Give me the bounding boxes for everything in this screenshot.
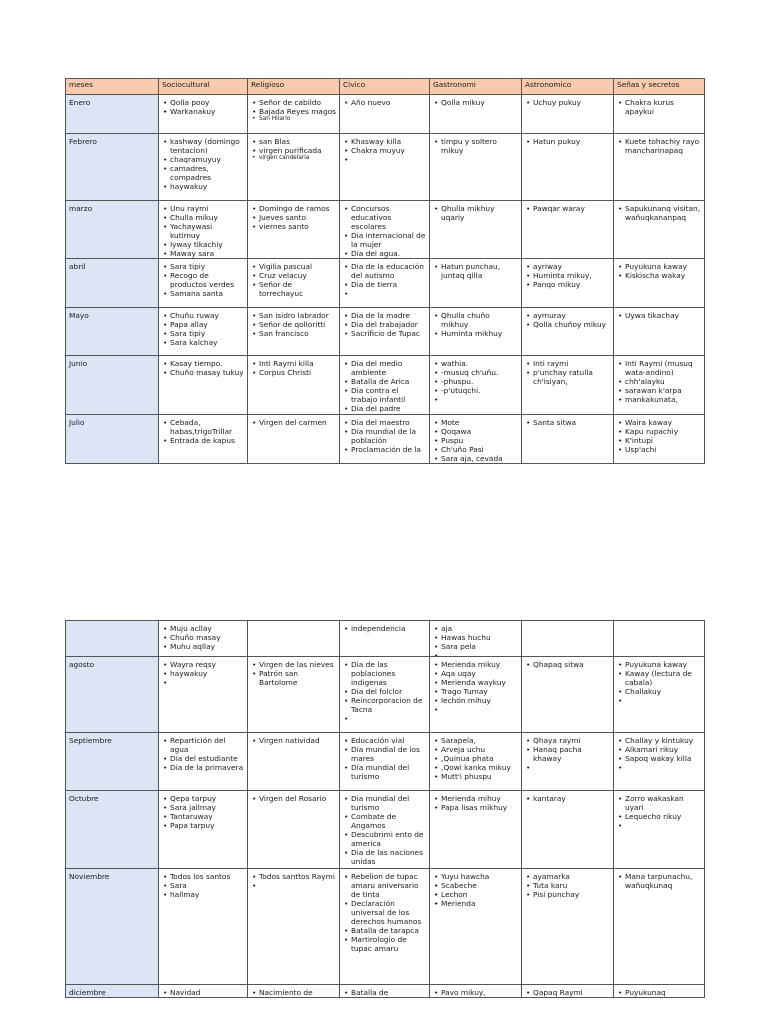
list-item: • Dia del folclor: [343, 687, 426, 696]
senas-secretos-cell: [614, 134, 705, 201]
list-item: • Patrón san Bartolome: [251, 669, 336, 687]
list-item: • Repartición del agua: [162, 736, 244, 754]
list-item: • Dia contra el trabajo infantil: [343, 386, 426, 404]
column-header: Gastronomi: [430, 79, 522, 95]
list-item: • virgen purificada: [251, 146, 336, 155]
list-item: • Dia de la educación del autismo: [343, 262, 426, 280]
calendar-table-top: [65, 78, 705, 464]
list-item: • Kaway (lectura de cabala): [617, 669, 701, 687]
list-item: • Scabeche: [433, 881, 518, 890]
list-item: • chaqramuyuy: [162, 155, 244, 164]
list-item: • Sarapela,: [433, 736, 518, 745]
month-cell: agosto: [66, 657, 159, 733]
list-item: • Dia mundial del turismo: [343, 794, 426, 812]
column-header: Religioso: [248, 79, 340, 95]
astronomico-cell: [522, 869, 614, 985]
list-item: • Batalla de tarapca: [343, 926, 426, 935]
column-header: Sociocultural: [159, 79, 248, 95]
list-item: • Inti raymi: [525, 359, 610, 368]
sociocultural-cell: [159, 134, 248, 201]
list-item: • Qapaq Raymi: [525, 988, 610, 997]
list-item: • Yuyu hawcha: [433, 872, 518, 881]
list-item: • Bajada Reyes magos: [251, 107, 336, 116]
list-item: • Qhulla mikhuy uqariy: [433, 204, 518, 222]
sociocultural-cell: [159, 356, 248, 415]
sociocultural-cell: [159, 308, 248, 356]
list-item: • Declaración universal de los derechos humanos: [343, 899, 426, 926]
list-item: • mankakunata,: [617, 395, 701, 404]
list-item: • Dia del agua.: [343, 249, 426, 258]
list-item: • Concursos educativos escolares: [343, 204, 426, 231]
list-item: • Mote: [433, 418, 518, 427]
astronomico-cell: [522, 134, 614, 201]
list-item: • Alkamari rikuy: [617, 745, 701, 754]
gastronomia-cell: [430, 201, 522, 259]
senas-secretos-cell: [614, 95, 705, 134]
list-item: • Qhulla chuño mikhuy: [433, 311, 518, 329]
list-item: • Sapukunanq visitan, wañuqkananpaq: [617, 204, 701, 222]
senas-secretos-cell: [614, 869, 705, 985]
list-item: • Recogo de productos verdes: [162, 271, 244, 289]
list-item: • Puyukuna kaway: [617, 262, 701, 271]
column-header: meses: [66, 79, 159, 95]
list-item: • Puspu: [433, 436, 518, 445]
list-item: • Huminta mikuy,: [525, 271, 610, 280]
list-item: • Chuño masay: [162, 633, 244, 642]
month-cell: Noviembre: [66, 869, 159, 985]
gastronomia-cell: [430, 869, 522, 985]
list-item: • Kuete tohachiy rayo mancharinapaq: [617, 137, 701, 155]
sociocultural-cell: [159, 869, 248, 985]
list-item: • timpu y soltero mikuy: [433, 137, 518, 155]
list-item: • Tuta karu: [525, 881, 610, 890]
sociocultural-cell: [159, 259, 248, 308]
list-item: • Dia de las naciones unidas: [343, 848, 426, 866]
civico-cell: [340, 621, 430, 657]
list-item: • Proclamación de la: [343, 445, 426, 454]
gastronomia-cell: [430, 356, 522, 415]
list-item: • Merienda mihuy: [433, 794, 518, 803]
list-item: • ayriway: [525, 262, 610, 271]
list-item: • San Hilario: [251, 116, 336, 124]
list-item: • lechón mihuy: [433, 696, 518, 705]
sociocultural-cell: [159, 657, 248, 733]
column-header: Civico: [340, 79, 430, 95]
gastronomia-cell: [430, 134, 522, 201]
month-cell: Enero: [66, 95, 159, 134]
list-item: • Navidad: [162, 988, 244, 997]
list-item: • Chulla mikuy: [162, 213, 244, 222]
list-item: • Lequecho rikuy: [617, 812, 701, 821]
list-item: • Samana santa: [162, 289, 244, 298]
list-item: • Merienda waykuy: [433, 678, 518, 687]
list-item: • Muju acllay: [162, 624, 244, 633]
list-item: • Kasay tiempo.: [162, 359, 244, 368]
list-item: • Chuñu ruway: [162, 311, 244, 320]
list-item: • hallmay: [162, 890, 244, 899]
religioso-cell: [248, 259, 340, 308]
list-item: • Zorro wakaskan uyari: [617, 794, 701, 812]
gastronomia-cell: [430, 657, 522, 733]
senas-secretos-cell: [614, 985, 705, 998]
list-item: • Sara pela: [433, 642, 518, 651]
gastronomia-cell: [430, 985, 522, 998]
list-item: • Qolla mikuy: [433, 98, 518, 107]
astronomico-cell: [522, 621, 614, 657]
astronomico-cell: [522, 733, 614, 791]
religioso-cell: [248, 201, 340, 259]
list-item: • Martirologio de tupac amaru: [343, 935, 426, 953]
list-item: • Combate de Angamos: [343, 812, 426, 830]
sociocultural-cell: [159, 733, 248, 791]
list-item: • Dia del maestro: [343, 418, 426, 427]
list-item: • -musuq ch'uñu.: [433, 368, 518, 377]
list-item: • Qoqawa: [433, 427, 518, 436]
column-header: Astronomico: [522, 79, 614, 95]
list-item: • Kapu rupachiy: [617, 427, 701, 436]
civico-cell: [340, 733, 430, 791]
senas-secretos-cell: [614, 657, 705, 733]
civico-cell: [340, 657, 430, 733]
list-item: • Entrada de kapus: [162, 436, 244, 445]
religioso-cell: [248, 621, 340, 657]
senas-secretos-cell: [614, 201, 705, 259]
list-item: • Merienda mikuy: [433, 660, 518, 669]
sociocultural-cell: [159, 415, 248, 464]
gastronomia-cell: [430, 621, 522, 657]
list-item: • Cruz velacuy: [251, 271, 336, 280]
list-item: • Dia del medio ambiente: [343, 359, 426, 377]
list-item: • ,Qowi kanka mikuy: [433, 763, 518, 772]
astronomico-cell: [522, 791, 614, 869]
list-item: • sarawan k'arpa: [617, 386, 701, 395]
list-item: • Señor de cabildo: [251, 98, 336, 107]
list-item: • Virgen del Rosario: [251, 794, 336, 803]
list-item: • Educación vial: [343, 736, 426, 745]
civico-cell: [340, 259, 430, 308]
list-item: • Hawas huchu: [433, 633, 518, 642]
astronomico-cell: [522, 308, 614, 356]
list-item: • san Blas: [251, 137, 336, 146]
religioso-cell: [248, 356, 340, 415]
astronomico-cell: [522, 201, 614, 259]
month-cell: Julio: [66, 415, 159, 464]
month-cell: Mayo: [66, 308, 159, 356]
table-row: [66, 657, 705, 733]
list-item: • viernes santo: [251, 222, 336, 231]
list-item: • Sacrificio de Tupac: [343, 329, 426, 338]
list-item: • Dia mundial del turismo: [343, 763, 426, 781]
list-item: • Pavo mikuy,: [433, 988, 518, 997]
list-item: • Sara tipiy: [162, 329, 244, 338]
list-item: • aymuray: [525, 311, 610, 320]
civico-cell: [340, 201, 430, 259]
list-item: • Dia internacional de la mujer: [343, 231, 426, 249]
list-item: • Pawqar waray: [525, 204, 610, 213]
list-item: • Año nuevo: [343, 98, 426, 107]
list-item: • Rebelion de tupac amaru aniversario de tinta: [343, 872, 426, 899]
table-row: [66, 733, 705, 791]
table-row: [66, 259, 705, 308]
list-item: • Chuño masay tukuy: [162, 368, 244, 377]
list-item: • Dia mundial de la población: [343, 427, 426, 445]
civico-cell: [340, 791, 430, 869]
list-item: • Inti Raymi killa: [251, 359, 336, 368]
list-item: • Maway sara: [162, 249, 244, 258]
table-row: [66, 308, 705, 356]
list-item: • Papa allay: [162, 320, 244, 329]
list-item: • Puyukunaq: [617, 988, 701, 997]
religioso-cell: [248, 308, 340, 356]
list-item: • Qolla pooy: [162, 98, 244, 107]
table-row: [66, 201, 705, 259]
list-item: • Virgen del carmen: [251, 418, 336, 427]
list-item: • Hanaq pacha khaway: [525, 745, 610, 763]
list-item: • Usp'achi: [617, 445, 701, 454]
astronomico-cell: [522, 657, 614, 733]
list-item: • independencia: [343, 624, 426, 633]
list-item: • Huminta mikhuy: [433, 329, 518, 338]
list-item: • Sapoq wakay killa: [617, 754, 701, 763]
list-item: • Sara aja, cevada: [433, 454, 518, 463]
list-item: • Chakra kurus apaykui: [617, 98, 701, 116]
table-row: [66, 134, 705, 201]
month-cell: Octubre: [66, 791, 159, 869]
list-item: • Trago Tumay: [433, 687, 518, 696]
religioso-cell: [248, 733, 340, 791]
list-item: • Pisi punchay: [525, 890, 610, 899]
list-item: • Arveja uchu: [433, 745, 518, 754]
list-item: • Batalla de Arica: [343, 377, 426, 386]
civico-cell: [340, 985, 430, 998]
list-item: • ayamarka: [525, 872, 610, 881]
list-item: • Dia de la primavera: [162, 763, 244, 772]
list-item: • Challay y kintukuy: [617, 736, 701, 745]
list-item: • Dia de las poblaciones indigenas: [343, 660, 426, 687]
list-item: • camadres, compadres: [162, 164, 244, 182]
list-item: • Lechon: [433, 890, 518, 899]
religioso-cell: [248, 95, 340, 134]
list-item: • Virgen de las nieves: [251, 660, 336, 669]
list-item: • Señor de torrechayuc: [251, 280, 336, 298]
list-item: • K'intupi: [617, 436, 701, 445]
list-item: • Iyway tikachiy: [162, 240, 244, 249]
sociocultural-cell: [159, 201, 248, 259]
list-item: • wathia.: [433, 359, 518, 368]
list-item: • Hatun pukuy: [525, 137, 610, 146]
list-item: • Inti Raymi (musuq wata-andino): [617, 359, 701, 377]
list-item: • Mutt'i phuspu: [433, 772, 518, 781]
month-cell: abril: [66, 259, 159, 308]
table-row: [66, 869, 705, 985]
religioso-cell: [248, 985, 340, 998]
list-item: • haywakuy: [162, 182, 244, 191]
list-item: • Challakuy: [617, 687, 701, 696]
gastronomia-cell: [430, 791, 522, 869]
list-item: • p'unchay ratulla ch'isiyan,: [525, 368, 610, 386]
list-item: • Sara kalchay: [162, 338, 244, 347]
religioso-cell: [248, 134, 340, 201]
list-item: • Wayra reqsy: [162, 660, 244, 669]
list-item: • Dia de tierra: [343, 280, 426, 289]
list-item: • Hatun punchau, juntaq qilla: [433, 262, 518, 280]
senas-secretos-cell: [614, 415, 705, 464]
senas-secretos-cell: [614, 621, 705, 657]
list-item: • Dia del trabajador: [343, 320, 426, 329]
senas-secretos-cell: [614, 308, 705, 356]
list-item: • Señor de qolloritti: [251, 320, 336, 329]
list-item: • Waira kaway: [617, 418, 701, 427]
list-item: • Domingo de ramos: [251, 204, 336, 213]
list-item: • San isidro labrador: [251, 311, 336, 320]
month-cell: diciembre: [66, 985, 159, 998]
list-item: • Sara jallmay: [162, 803, 244, 812]
list-item: • Papa tarpuy: [162, 821, 244, 830]
list-item: • Todos santtos Raymi: [251, 872, 336, 881]
list-item: • Aqa uqay: [433, 669, 518, 678]
list-item: • haywakuy: [162, 669, 244, 678]
table-row: [66, 985, 705, 998]
astronomico-cell: [522, 259, 614, 308]
month-cell: Febrero: [66, 134, 159, 201]
list-item: • Qolla chuñoy mikuy: [525, 320, 610, 329]
list-item: • Cebada, habas,trigoTrillar: [162, 418, 244, 436]
senas-secretos-cell: [614, 733, 705, 791]
list-item: • ,Quinua phata: [433, 754, 518, 763]
list-item: • Kiskischa wakay: [617, 271, 701, 280]
list-item: • Unu raymi: [162, 204, 244, 213]
list-item: • Ch'uño Pasi: [433, 445, 518, 454]
list-item: • Merienda: [433, 899, 518, 908]
sociocultural-cell: [159, 985, 248, 998]
list-item: • Qhaya raymi: [525, 736, 610, 745]
table-row: [66, 791, 705, 869]
list-item: • Tantaruway: [162, 812, 244, 821]
list-item: • Qepa tarpuy: [162, 794, 244, 803]
religioso-cell: [248, 657, 340, 733]
astronomico-cell: [522, 356, 614, 415]
list-item: • virgen candelaria: [251, 155, 336, 163]
table-row: [66, 621, 705, 657]
religioso-cell: [248, 791, 340, 869]
list-item: • Nacimiento de: [251, 988, 336, 997]
list-item: • chh'alayku: [617, 377, 701, 386]
gastronomia-cell: [430, 308, 522, 356]
civico-cell: [340, 95, 430, 134]
list-item: • Yachaywasi kutimuy: [162, 222, 244, 240]
list-item: • San francisco: [251, 329, 336, 338]
civico-cell: [340, 415, 430, 464]
senas-secretos-cell: [614, 791, 705, 869]
list-item: • -phuspu.: [433, 377, 518, 386]
civico-cell: [340, 356, 430, 415]
gastronomia-cell: [430, 95, 522, 134]
list-item: • Dia del padre: [343, 404, 426, 413]
list-item: • Panqo mikuy: [525, 280, 610, 289]
list-item: • Jueves santo: [251, 213, 336, 222]
list-item: • Reincorporacion de Tacna: [343, 696, 426, 714]
sociocultural-cell: [159, 791, 248, 869]
list-item: • Dia mundial de los mares: [343, 745, 426, 763]
senas-secretos-cell: [614, 259, 705, 308]
table-row: [66, 415, 705, 464]
month-cell: Junio: [66, 356, 159, 415]
list-item: • Sara tipiy: [162, 262, 244, 271]
list-item: • Virgen natividad: [251, 736, 336, 745]
month-cell: Septiembre: [66, 733, 159, 791]
list-item: • Papa lisas mikhuy: [433, 803, 518, 812]
senas-secretos-cell: [614, 356, 705, 415]
list-item: • Qhapaq sitwa: [525, 660, 610, 669]
table-row: [66, 356, 705, 415]
list-item: • Warkanakuy: [162, 107, 244, 116]
list-item: • Todos los santos: [162, 872, 244, 881]
list-item: • Sara: [162, 881, 244, 890]
astronomico-cell: [522, 95, 614, 134]
list-item: • Mana tarpunachu, wañuqkunaq: [617, 872, 701, 890]
civico-cell: [340, 869, 430, 985]
list-item: • Puyukuna kaway: [617, 660, 701, 669]
list-item: • Khasway killa: [343, 137, 426, 146]
list-item: • Dia del estudiante: [162, 754, 244, 763]
column-header: Señas y secretos: [614, 79, 705, 95]
month-cell: [66, 621, 159, 657]
sociocultural-cell: [159, 621, 248, 657]
list-item: • kashway (domingo tentacion): [162, 137, 244, 155]
astronomico-cell: [522, 415, 614, 464]
astronomico-cell: [522, 985, 614, 998]
list-item: • kantaray: [525, 794, 610, 803]
list-item: • Corpus Christi: [251, 368, 336, 377]
list-item: • Uywa tikachay: [617, 311, 701, 320]
list-item: • Vigilia pascual: [251, 262, 336, 271]
list-item: • aja: [433, 624, 518, 633]
header-row: [66, 79, 705, 95]
gastronomia-cell: [430, 733, 522, 791]
list-item: • Uchuy pukuy: [525, 98, 610, 107]
list-item: • Santa sitwa: [525, 418, 610, 427]
gastronomia-cell: [430, 259, 522, 308]
list-item: • Dia de la madre: [343, 311, 426, 320]
list-item: • Muhu aqllay: [162, 642, 244, 651]
month-cell: marzo: [66, 201, 159, 259]
calendar-table-continued: [65, 620, 705, 998]
sociocultural-cell: [159, 95, 248, 134]
gastronomia-cell: [430, 415, 522, 464]
list-item: • -p'utuqchi.: [433, 386, 518, 395]
religioso-cell: [248, 869, 340, 985]
list-item: • Chakra muyuy: [343, 146, 426, 155]
civico-cell: [340, 134, 430, 201]
civico-cell: [340, 308, 430, 356]
list-item: • Batalla de: [343, 988, 426, 997]
religioso-cell: [248, 415, 340, 464]
table-row: [66, 95, 705, 134]
list-item: • Descubrimi ento de america: [343, 830, 426, 848]
